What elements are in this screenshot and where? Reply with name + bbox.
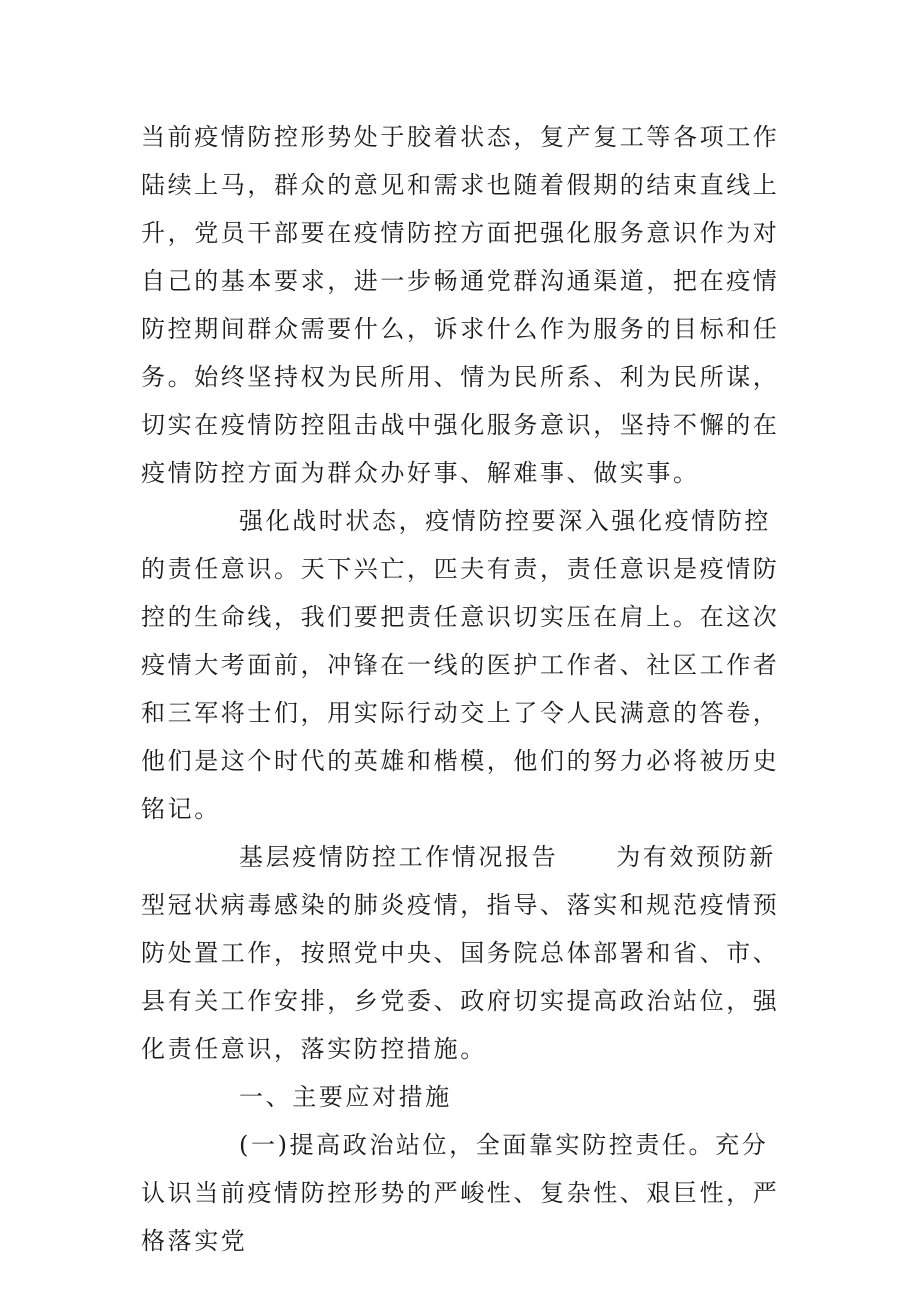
paragraph-political-stance: (一)提高政治站位，全面靠实防控责任。充分认识当前疫情防控形势的严峻性、复杂性、艰巨性，严格落实党 bbox=[141, 1131, 780, 1255]
section-heading-main-measures: 一、主要应对措施 bbox=[239, 1083, 452, 1111]
document-body bbox=[141, 113, 783, 1265]
paragraph-report-intro bbox=[141, 833, 783, 1073]
report-intro-text: 为有效预防新型冠状病毒感染的肺炎疫情，指导、落实和规范疫情预防处置工作，按照党中央、国务院总体部署和省、市、县有关工作安排，乡党委、政府切实提高政治站位，强化责任意识，落实防控措施。 bbox=[141, 843, 780, 1063]
paragraph-responsibility: 强化战时状态，疫情防控要深入强化疫情防控的责任意识。天下兴亡，匹夫有责，责任意识是疫情防控的生命线，我们要把责任意识切实压在肩上。在这次疫情大考面前，冲锋在一线的医护工作者、社区工作者和三军将士们，用实际行动交上了令人民满意的答卷，他们是这个时代的英雄和楷模，他们的努力必将被历史铭记。 bbox=[141, 507, 780, 823]
paragraph-service-awareness: 当前疫情防控形势处于胶着状态，复产复工等各项工作陆续上马，群众的意见和需求也随着假期的结束直线上升，党员干部要在疫情防控方面把强化服务意识作为对自己的基本要求，进一步畅通党群沟通渠道，把在疫情防控期间群众需要什么，诉求什么作为服务的目标和任务。始终坚持权为民所用、情为民所系、利为民所谋，切实在疫情防控阻击战中强化服务意识，坚持不懈的在疫情防控方面为群众办好事、解难事、做实事。 bbox=[141, 123, 780, 487]
report-title: 基层疫情防控工作情况报告 bbox=[239, 843, 559, 871]
